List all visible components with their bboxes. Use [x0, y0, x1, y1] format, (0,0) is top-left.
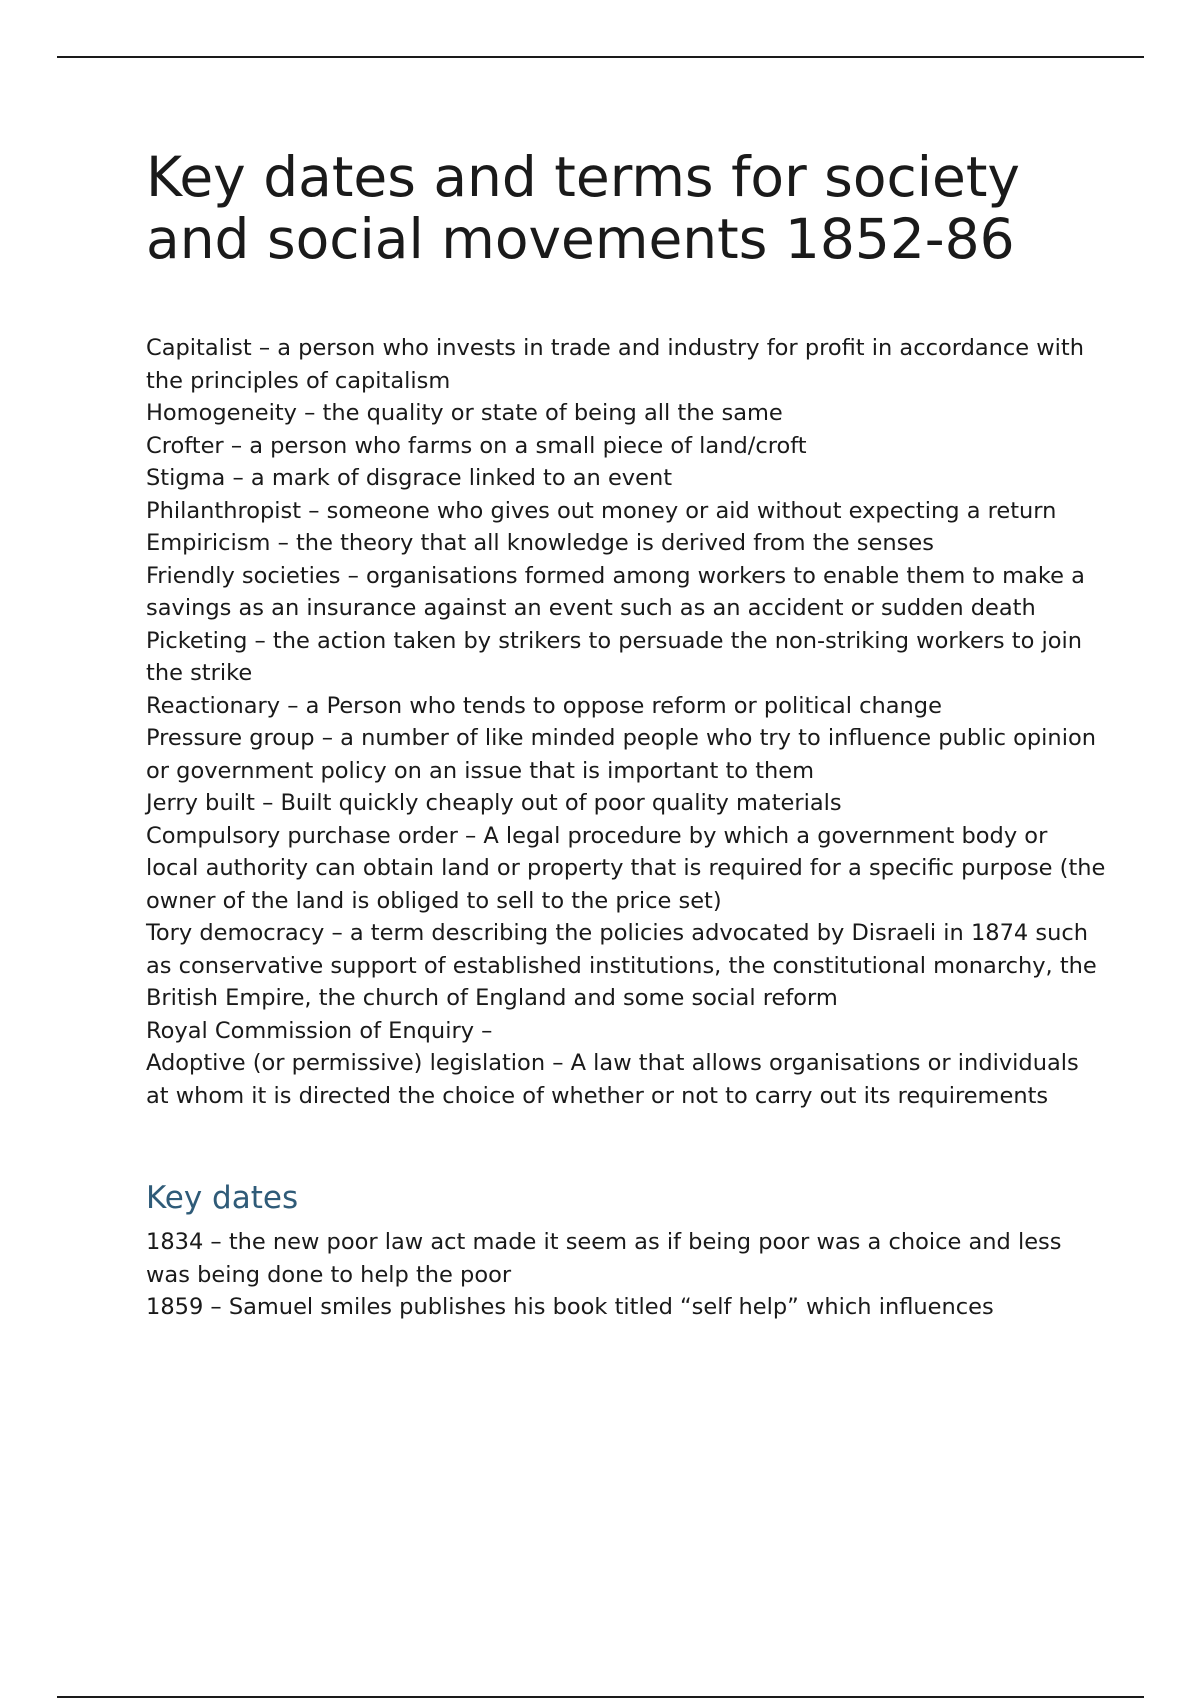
term-royal-commission: Royal Commission of Enquiry – [146, 1017, 493, 1044]
page-title: Key dates and terms for society and social movements 1852-86 [146, 145, 1020, 271]
term-crofter: Crofter – a person who farms on a small piece of land/croft [146, 432, 807, 459]
term-stigma: Stigma – a mark of disgrace linked to an event [146, 465, 673, 491]
term-compulsory-purchase-order: Compulsory purchase order – A legal procedure by which a government body or local authority can obtain land or property that is required for a specific purpose (the owner of the land is obliged to sell to the price set) [146, 822, 1106, 914]
term-pressure-group: Pressure group – a number of like minded people who try to influence public opinion or government policy on an issue that is important to them [146, 725, 1096, 784]
term-capitalist: Capitalist – a person who invests in trade and industry for profit in accordance with the principles of capitalism [146, 335, 1085, 394]
term-jerry-built: Jerry built – Built quickly cheaply out of poor quality materials [146, 790, 842, 816]
document-body [146, 146, 1106, 1324]
key-date-1859: 1859 – Samuel smiles publishes his book titled “self help” which influences [146, 1294, 994, 1320]
term-picketing: Picketing – the action taken by strikers to persuade the non-striking workers to join the strike [146, 627, 1083, 686]
terms-list [146, 332, 1106, 1112]
term-adoptive-legislation: Adoptive (or permissive) legislation – A law that allows organisations or individuals at whom it is directed the choice of whether or not to carry out its requirements [146, 1050, 1079, 1109]
term-friendly-societies: Friendly societies – organisations formed among workers to enable them to make a savings as an insurance against an event such as an accident or sudden death [146, 562, 1085, 621]
bottom-divider [57, 1696, 1144, 1698]
top-divider [57, 56, 1144, 58]
key-dates-list [146, 1226, 1106, 1324]
term-reactionary: Reactionary – a Person who tends to oppose reform or political change [146, 692, 942, 719]
term-empiricism: Empiricism – the theory that all knowledge is derived from the senses [146, 530, 934, 556]
key-dates-heading: Key dates [146, 1180, 299, 1216]
key-date-1834: 1834 – the new poor law act made it seem as if being poor was a choice and less was being done to help the poor [146, 1229, 1062, 1288]
term-tory-democracy: Tory democracy – a term describing the policies advocated by Disraeli in 1874 such as conservative support of established institutions, the constitutional monarchy, the British Empire, the church of England and some social reform [146, 920, 1097, 1011]
term-homogeneity: Homogeneity – the quality or state of being all the same [146, 400, 783, 426]
term-philanthropist: Philanthropist – someone who gives out money or aid without expecting a return [146, 497, 1057, 524]
